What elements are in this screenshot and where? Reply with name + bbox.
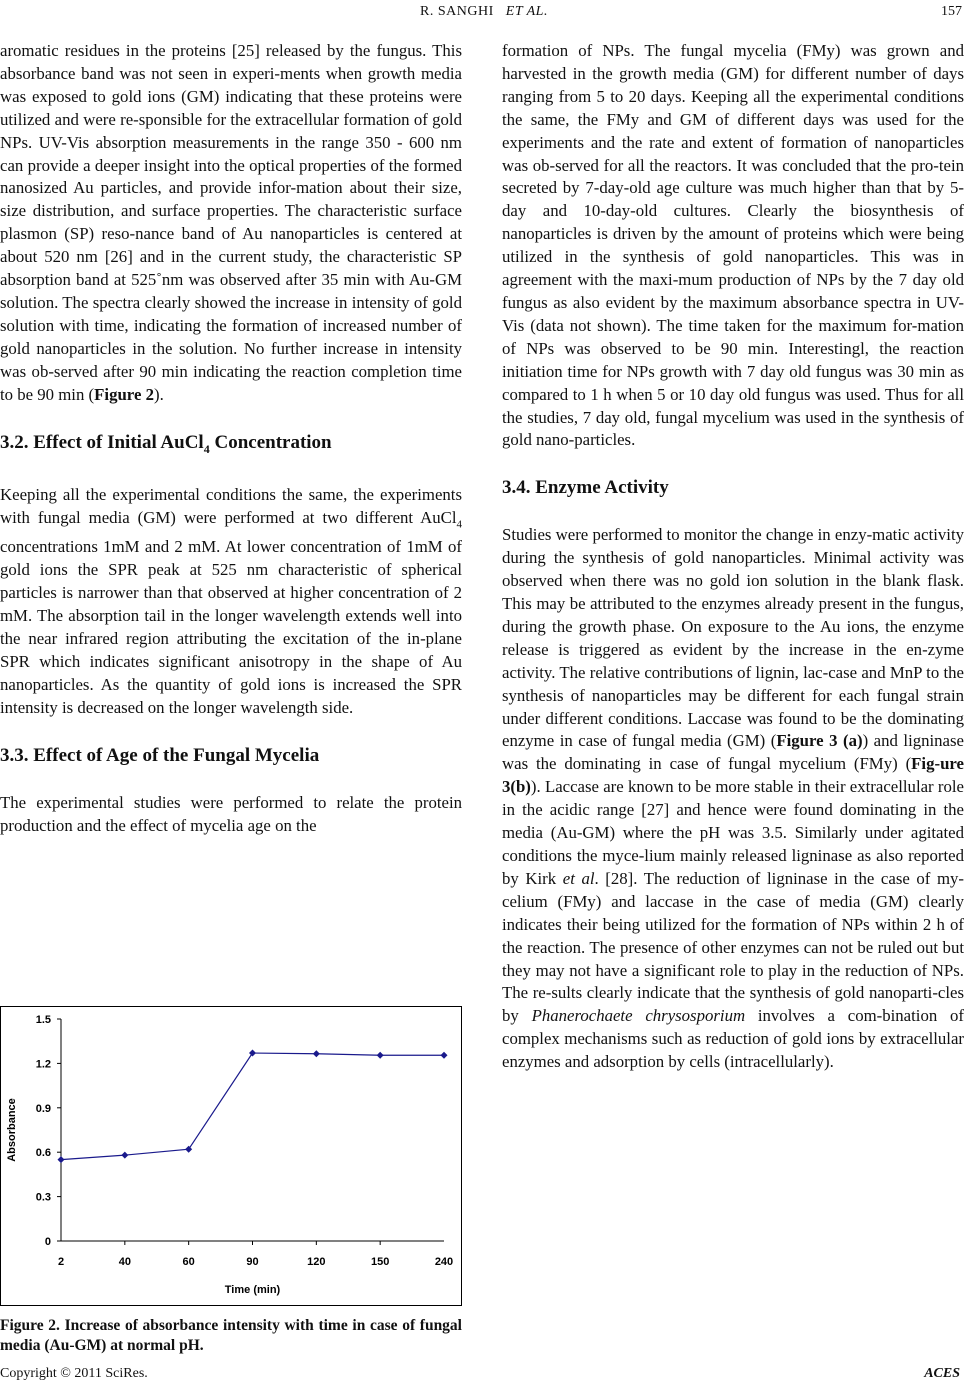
right-paragraph-2: Studies were performed to monitor the change in enzy-matic activity during the synthesis of gold nanoparticles. Minimal activity was observed when there was no gold ion solution in the blank flask. This may be attributed to the enzymes already present in the fungus, during the growth phase. On exposure to the Au ions, the enzyme release is triggered as evident by the increase in the en-zyme activity. The relative contributions of lignin, lac-case and MnP to the synthesis of nanoparticles may be different for each fungal strain under different conditions. Laccase was found to be the dominating enzyme in case of fungal media (GM) (Figure 3 (a)) and ligninase was the dominating in case of fungal mycelium (FMy) (Fig-ure 3(b)). Laccase are known to be more stable in their extracellular role in the acidic range [27] and hence were found dominating in the media (Au-GM) where the pH was 3.5. Similarly under agitated conditions the myce-lium mainly released ligninase as also reported by Kirk et al. [28]. The reduction of ligninase in the case of my-celium (FMy) and laccase in the case of media (GM) clearly indicates their being utilized for the formation of NPs within 2 h of the reaction. The presence of other enzymes can not be ruled out but they may not have a significant role to play in the reduction of NPs. The re-sults clearly indicate that the synthesis of gold nanoparti-cles by Phanerochaete chrysosporium involves a com-bination of complex mechanisms such as reduction of gold ions by extracellular enzymes and adsorption by cells (intracellularly). bbox=[502, 525, 965, 1072]
x-tick-label: 60 bbox=[182, 1256, 195, 1268]
x-tick-label: 240 bbox=[434, 1256, 454, 1268]
right-column bbox=[502, 40, 964, 1074]
y-tick-label: 1.5 bbox=[35, 1014, 51, 1026]
figure-2-link[interactable]: Figure 2 bbox=[94, 384, 154, 404]
y-tick-label: 0 bbox=[44, 1236, 51, 1248]
section-heading-3-3: 3.3. Effect of Age of the Fungal Mycelia bbox=[0, 744, 320, 766]
data-point-marker bbox=[313, 1050, 320, 1057]
y-tick-label: 0.9 bbox=[35, 1102, 51, 1115]
x-tick-label: 120 bbox=[307, 1256, 326, 1268]
section-heading-3-4: 3.4. Enzyme Activity bbox=[502, 477, 669, 499]
figure-2 bbox=[0, 1006, 462, 1306]
data-point-marker bbox=[58, 1156, 65, 1163]
running-head bbox=[0, 4, 968, 20]
data-point-marker bbox=[249, 1050, 256, 1057]
figure-3a-link[interactable]: Figure 3 (a) bbox=[776, 731, 863, 751]
y-tick-label: 0.3 bbox=[35, 1191, 51, 1204]
x-tick-label: 2 bbox=[57, 1256, 65, 1268]
x-axis-title: Time (min) bbox=[224, 1284, 281, 1296]
right-paragraph-1: formation of NPs. The fungal mycelia (FMy) was grown and harvested in the growth media (GM) for different number of days ranging from 5 to 20 days. Keeping all the experimental conditions the same, the FMy and GM of different days was used for the experiments and the rate and extent of formation of nanoparticles was ob-served for all the reactors. It was concluded that the pro-tein secreted by 7-day-old age culture was much higher than that by 5-day and 10-day-old cultures. Clearly the biosynthesis of nanoparticles is driven by the amount of proteins which were being utilized in the synthesis of gold nanoparticles. This was in agreement with the maxi-mum production of NPs by the 7 day old fungus as also evident by the maximum absorbance spectra in UV-Vis (data not shown). The time taken for the maximum for-mation of NPs was observed to be 90 min. Interestingl, the reaction initiation time for NPs growth with 7 day old fungus was 30 min as compared to 1 h when 5 or 10 day old fungus was used. Thus for all the studies, 7 day old, fungal mycelium was used in the synthesis of gold nano-particles. bbox=[502, 41, 964, 450]
figure-3b-link[interactable]: Fig-ure 3(b) bbox=[502, 754, 964, 797]
data-point-marker bbox=[441, 1052, 448, 1059]
y-tick-label: 1.2 bbox=[35, 1058, 51, 1071]
journal-name: ACES bbox=[924, 1366, 960, 1381]
data-point-marker bbox=[121, 1152, 128, 1159]
absorbance-series-line bbox=[61, 1053, 444, 1160]
x-tick-label: 150 bbox=[370, 1256, 390, 1268]
x-tick-label: 40 bbox=[118, 1256, 131, 1268]
left-paragraph-3: The experimental studies were performed to relate the protein production and the effect of mycelia age on the bbox=[0, 792, 462, 835]
data-point-marker bbox=[377, 1052, 384, 1059]
copyright: Copyright © 2011 SciRes. bbox=[0, 1366, 148, 1381]
running-head-etal: ET AL. bbox=[505, 4, 548, 19]
left-paragraph-2: Keeping all the experimental conditions the same, the experiments with fungal media (GM) were performed at two different AuCl$_4$ concentrations 1mM and 2 mM. At lower concentration of 1mM of gold ions the SPR peak at 525 nm characteristic of spherical particles is narrower than that observed at higher concentration of 2 mM. The absorption tail in the longer wavelength extends well into the near infrared region attributing the excitation of the in-plane SPR which indicates significant anisotropy in the shape of Au nanoparticles. As the quantity of gold ions is increased the SPR intensity is decreased on the longer wavelength side. bbox=[0, 485, 462, 717]
figure-caption: Figure 2. Increase of absorbance intensity with time in case of fungal media (Au-GM) at normal pH. bbox=[0, 1317, 462, 1354]
page-number: 157 bbox=[941, 4, 962, 19]
x-tick-label: 90 bbox=[246, 1256, 259, 1268]
section-heading-3-2: 3.2. Effect of Initial AuCl$_4$ Concentration bbox=[0, 431, 332, 456]
absorbance-line-chart bbox=[1, 1007, 460, 1304]
y-axis-title: Absorbance bbox=[6, 1098, 18, 1162]
running-head-author: R. SANGHI bbox=[420, 4, 494, 19]
left-column bbox=[0, 40, 462, 838]
data-point-marker bbox=[185, 1146, 192, 1153]
y-tick-label: 0.6 bbox=[35, 1147, 51, 1160]
left-paragraph-1: aromatic residues in the proteins [25] released by the fungus. This absorbance band was not seen in experi-ments when growth media was exposed to gold ions (GM) indicating that these proteins were utilized and were re-sponsible for the extracellular formation of gold NPs. UV-Vis absorption measurements in the range 350 - 600 nm can provide a deeper insight into the optical properties of the formed nanosized Au particles, and provide infor-mation about their size, size distribution, and surface properties. The characteristic surface plasmon (SP) reso-nance band of Au nanoparticles is centered at about 520 nm [26] and in the current study, the characteristic SP absorption band at 525˚nm was observed after 35 min with Au-GM solution. The spectra clearly showed the increase in intensity of gold solution with time, indicating the formation of increased number of gold nanoparticles in the solution. No further increase in intensity was ob-served after 90 min indicating the reaction completion time to be 90 min (Figure 2). bbox=[0, 41, 462, 404]
page-header bbox=[0, 2, 968, 24]
species-name: Phanerochaete chrysosporium bbox=[531, 1006, 746, 1026]
